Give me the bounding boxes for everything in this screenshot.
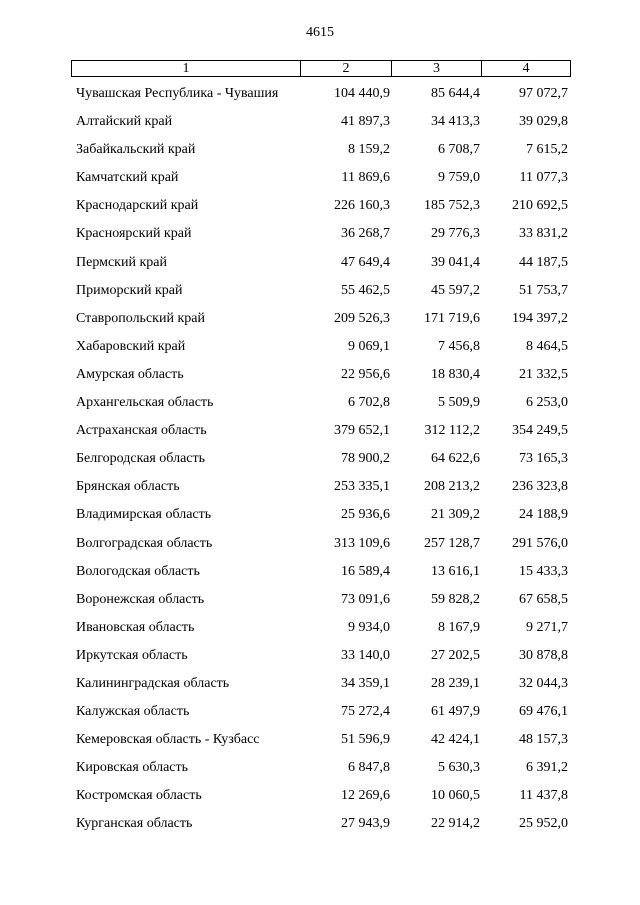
table-row: [0, 560, 640, 588]
table-row: [0, 335, 640, 363]
column-2-value: 55 462,5: [341, 282, 390, 298]
table-row: [0, 166, 640, 194]
table-row: [0, 194, 640, 222]
column-4-value: 73 165,3: [519, 451, 568, 467]
region-name: Ставропольский край: [76, 310, 205, 326]
table-row: [0, 644, 640, 672]
column-4-value: 236 323,8: [512, 479, 568, 495]
column-3-value: 85 644,4: [431, 86, 480, 101]
table-row: [0, 279, 640, 307]
column-2-value: 16 589,4: [341, 563, 390, 579]
region-name: Забайкальский край: [76, 142, 196, 158]
table-row: [0, 532, 640, 560]
column-3-value: 59 828,2: [431, 591, 480, 607]
table-row: [0, 784, 640, 812]
column-2-value: 379 652,1: [334, 423, 390, 439]
region-name: Пермский край: [76, 254, 167, 270]
table-header-row: [72, 61, 571, 77]
region-name: Камчатский край: [76, 170, 179, 186]
column-3-value: 5 630,3: [438, 760, 480, 776]
region-name: Алтайский край: [76, 114, 173, 130]
region-name: Архангельская область: [76, 395, 214, 411]
column-header-1: 1: [72, 61, 301, 77]
column-3-value: 22 914,2: [431, 816, 480, 832]
region-name: Приморский край: [76, 282, 183, 298]
table-row: [0, 363, 640, 391]
column-4-value: 11 077,3: [519, 170, 568, 186]
column-4-value: 67 658,5: [519, 591, 568, 607]
region-name: Белгородская область: [76, 451, 206, 467]
column-3-value: 45 597,2: [431, 282, 480, 298]
table-row: [0, 503, 640, 531]
table-row: [0, 391, 640, 419]
column-2-value: 226 160,3: [334, 198, 390, 214]
column-header-2: 2: [301, 61, 392, 77]
column-4-value: 30 878,8: [519, 647, 568, 663]
region-name: Воронежская область: [76, 591, 205, 607]
column-4-value: 48 157,3: [519, 732, 568, 748]
column-4-value: 210 692,5: [512, 198, 568, 214]
region-name: Калужская область: [76, 704, 190, 720]
column-3-value: 8 167,9: [438, 619, 480, 635]
table-row: [0, 756, 640, 784]
table-row: [0, 110, 640, 138]
column-2-value: 41 897,3: [341, 114, 390, 130]
column-2-value: 209 526,3: [334, 310, 390, 326]
column-2-value: 104 440,9: [334, 86, 390, 101]
column-2-value: 33 140,0: [341, 647, 390, 663]
page-number: 4615: [306, 25, 334, 40]
table-row: [0, 588, 640, 616]
column-4-value: 6 253,0: [526, 395, 568, 411]
column-3-value: 21 309,2: [431, 507, 480, 523]
column-4-value: 39 029,8: [519, 114, 568, 130]
table-row: [0, 672, 640, 700]
table-row: [0, 251, 640, 279]
column-4-value: 69 476,1: [519, 704, 568, 720]
table-row: [0, 307, 640, 335]
region-name: Ивановская область: [76, 619, 195, 635]
region-name: Вологодская область: [76, 563, 200, 579]
region-name: Хабаровский край: [76, 338, 186, 354]
column-3-value: 208 213,2: [424, 479, 480, 495]
column-4-value: 15 433,3: [519, 563, 568, 579]
column-4-value: 24 188,9: [519, 507, 568, 523]
column-2-value: 9 069,1: [348, 338, 390, 354]
column-2-value: 36 268,7: [341, 226, 390, 242]
column-2-value: 313 109,6: [334, 535, 390, 551]
region-name: Костромская область: [76, 788, 202, 804]
column-3-value: 7 456,8: [438, 338, 480, 354]
column-4-value: 11 437,8: [519, 788, 568, 804]
region-name: Кемеровская область - Кузбасс: [76, 732, 260, 748]
column-3-value: 257 128,7: [424, 535, 480, 551]
column-3-value: 34 413,3: [431, 114, 480, 130]
region-name: Краснодарский край: [76, 198, 199, 214]
region-name: Калининградская область: [76, 675, 230, 691]
table-row: [0, 82, 640, 110]
table-row: [0, 138, 640, 166]
table-body: [0, 82, 640, 841]
column-2-value: 6 847,8: [348, 760, 390, 776]
table-row: [0, 728, 640, 756]
column-3-value: 61 497,9: [431, 704, 480, 720]
column-4-value: 9 271,7: [526, 619, 568, 635]
column-3-value: 28 239,1: [431, 675, 480, 691]
region-name: Волгоградская область: [76, 535, 213, 551]
table-row: [0, 447, 640, 475]
column-2-value: 47 649,4: [341, 254, 390, 270]
column-2-value: 73 091,6: [341, 591, 390, 607]
column-4-value: 194 397,2: [512, 310, 568, 326]
column-header-3: 3: [392, 61, 482, 77]
column-2-value: 8 159,2: [348, 142, 390, 158]
column-3-value: 5 509,9: [438, 395, 480, 411]
table-row: [0, 700, 640, 728]
table-row: [0, 475, 640, 503]
column-3-value: 29 776,3: [431, 226, 480, 242]
column-2-value: 75 272,4: [341, 704, 390, 720]
column-2-value: 11 869,6: [341, 170, 390, 186]
region-name: Красноярский край: [76, 226, 192, 242]
region-name: Астраханская область: [76, 423, 207, 439]
column-3-value: 39 041,4: [431, 254, 480, 270]
table-row: [0, 812, 640, 840]
column-2-value: 12 269,6: [341, 788, 390, 804]
table-row: [0, 419, 640, 447]
column-3-value: 27 202,5: [431, 647, 480, 663]
column-2-value: 9 934,0: [348, 619, 390, 635]
column-3-value: 10 060,5: [431, 788, 480, 804]
column-4-value: 44 187,5: [519, 254, 568, 270]
column-2-value: 253 335,1: [334, 479, 390, 495]
column-header-4: 4: [482, 61, 571, 77]
column-4-value: 354 249,5: [512, 423, 568, 439]
column-4-value: 7 615,2: [526, 142, 568, 158]
column-2-value: 25 936,6: [341, 507, 390, 523]
column-2-value: 27 943,9: [341, 816, 390, 832]
region-name: Брянская область: [76, 479, 180, 495]
table-header: [71, 60, 571, 77]
column-2-value: 22 956,6: [341, 366, 390, 382]
column-4-value: 21 332,5: [519, 366, 568, 382]
column-4-value: 6 391,2: [526, 760, 568, 776]
column-3-value: 18 830,4: [431, 366, 480, 382]
column-2-value: 51 596,9: [341, 732, 390, 748]
column-4-value: 33 831,2: [519, 226, 568, 242]
column-3-value: 312 112,2: [424, 423, 480, 439]
column-4-value: 291 576,0: [512, 535, 568, 551]
table-row: [0, 616, 640, 644]
column-4-value: 32 044,3: [519, 675, 568, 691]
column-4-value: 97 072,7: [519, 86, 568, 101]
region-name: Чувашская Республика - Чувашия: [76, 86, 279, 101]
region-name: Кировская область: [76, 760, 189, 776]
region-name: Курганская область: [76, 816, 193, 832]
column-4-value: 25 952,0: [519, 816, 568, 832]
column-4-value: 51 753,7: [519, 282, 568, 298]
column-3-value: 171 719,6: [424, 310, 480, 326]
column-3-value: 9 759,0: [438, 170, 480, 186]
column-2-value: 78 900,2: [341, 451, 390, 467]
column-3-value: 185 752,3: [424, 198, 480, 214]
region-name: Владимирская область: [76, 507, 212, 523]
region-name: Амурская область: [76, 366, 184, 382]
column-3-value: 6 708,7: [438, 142, 480, 158]
column-3-value: 42 424,1: [431, 732, 480, 748]
table-row: [0, 222, 640, 250]
column-2-value: 34 359,1: [341, 675, 390, 691]
column-3-value: 13 616,1: [431, 563, 480, 579]
region-name: Иркутская область: [76, 647, 188, 663]
column-4-value: 8 464,5: [526, 338, 568, 354]
column-3-value: 64 622,6: [431, 451, 480, 467]
column-2-value: 6 702,8: [348, 395, 390, 411]
